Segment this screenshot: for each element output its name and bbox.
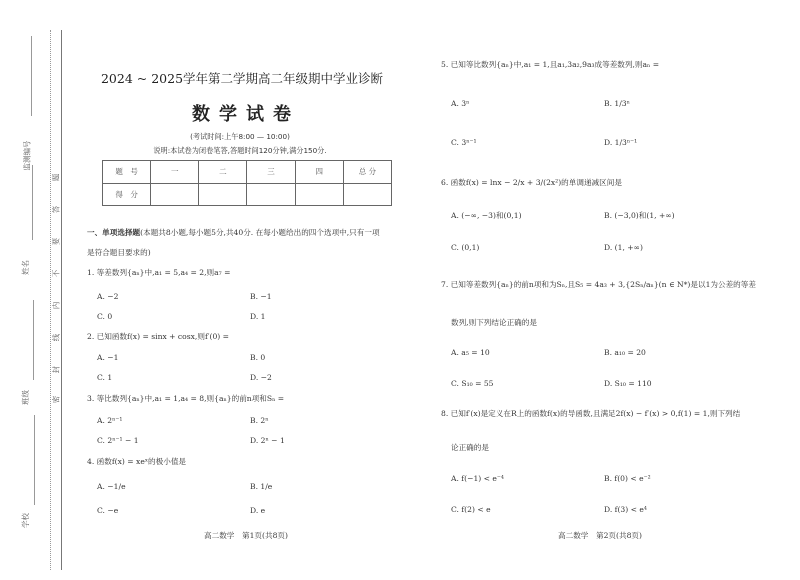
seal-char: 答 — [51, 205, 61, 214]
seal-line — [61, 30, 62, 570]
seal-char: 题 — [51, 173, 61, 182]
question-stem: 5. 已知等比数列{aₙ}中,a₁ = 1,且a₁,3a₂,9a₃成等差数列,则aₙ = — [441, 60, 660, 69]
option-d: D. (1, +∞) — [604, 243, 643, 252]
field-label-class: 班级 — [21, 390, 30, 405]
question-stem-cont: 论正确的是 — [451, 443, 489, 452]
option-a: A. −2 — [97, 292, 119, 301]
question-stem: 8. 已知f′(x)是定义在R上的函数f(x)的导函数,且满足2f(x) − f′(x) > 0,f(1) = 1,则下列结 — [441, 409, 741, 418]
section-desc-cont: 是符合题目要求的) — [87, 248, 151, 257]
score-header-cell: 三 — [247, 161, 295, 184]
option-a: A. −1/e — [97, 482, 126, 491]
option-c: C. 0 — [97, 312, 113, 321]
score-cell — [247, 183, 295, 206]
option-c: C. S₁₀ = 55 — [451, 379, 494, 388]
score-table — [102, 160, 392, 206]
section-desc: (本题共8小题,每小题5分,共40分. 在每小题给出的四个选项中,只有一项 — [140, 228, 380, 237]
option-d: D. 1 — [250, 312, 266, 321]
binding-line-1 — [31, 36, 32, 116]
option-b: B. 1/3ⁿ — [604, 99, 630, 108]
binding-line-2 — [32, 165, 33, 240]
score-table-header — [103, 161, 392, 184]
option-d: D. S₁₀ = 110 — [604, 379, 652, 388]
seal-line-dotted — [50, 30, 51, 570]
question-stem-cont: 数列,则下列结论正确的是 — [451, 318, 537, 327]
option-a: A. 2ⁿ⁻¹ — [97, 416, 123, 425]
option-b: B. f(0) < e⁻² — [604, 474, 651, 483]
option-c: C. 1 — [97, 373, 113, 382]
section-title: 一、单项选择题 — [87, 228, 141, 237]
seal-char: 要 — [51, 237, 61, 246]
score-row-label: 得 分 — [103, 183, 151, 206]
option-d: D. e — [250, 506, 266, 515]
exam-title: 2024 ~ 2025学年第二学期高二年级期中学业诊断 — [100, 71, 384, 86]
seal-char: 内 — [51, 301, 61, 310]
score-cell — [295, 183, 343, 206]
seal-char: 封 — [51, 365, 61, 374]
option-d: D. 2ⁿ − 1 — [250, 436, 285, 445]
option-d: D. 1/3ⁿ⁻¹ — [604, 138, 638, 147]
score-header-cell: 题 号 — [103, 161, 151, 184]
option-a: A. f(−1) < e⁻⁴ — [451, 474, 504, 483]
field-label-name: 姓名 — [21, 260, 30, 275]
option-a: A. (−∞, −3)和(0,1) — [451, 211, 522, 220]
option-a: A. a₅ = 10 — [451, 348, 490, 357]
option-d: D. f(3) < e⁴ — [604, 505, 647, 514]
score-cell — [151, 183, 199, 206]
option-a: A. 3ⁿ — [451, 99, 470, 108]
seal-char: 不 — [51, 269, 61, 278]
question-stem: 6. 函数f(x) = lnx − 2/x + 3/(2x²)的单调递减区间是 — [441, 178, 622, 187]
binding-line-4 — [34, 415, 35, 505]
exam-note: 说明:本试卷为闭卷笔答,答题时间120分钟,满分150分. — [153, 146, 327, 155]
option-c: C. 2ⁿ⁻¹ − 1 — [97, 436, 139, 445]
option-b: B. 2ⁿ — [250, 416, 269, 425]
binding-line-3 — [33, 300, 34, 380]
seal-char: 密 — [51, 395, 61, 404]
question-stem: 4. 函数f(x) = xeˣ的极小值是 — [87, 457, 187, 466]
option-b: B. 1/e — [250, 482, 273, 491]
score-table-row — [103, 183, 392, 206]
question-stem: 1. 等差数列{aₙ}中,a₁ = 5,a₄ = 2,则a₇ = — [87, 268, 231, 277]
score-header-cell: 总 分 — [343, 161, 391, 184]
score-header-cell: 一 — [151, 161, 199, 184]
question-stem: 2. 已知函数f(x) = sinx + cosx,则f′(0) = — [87, 332, 230, 341]
option-b: B. (−3,0)和(1, +∞) — [604, 211, 675, 220]
score-cell — [343, 183, 391, 206]
option-b: B. 0 — [250, 353, 266, 362]
option-b: B. a₁₀ = 20 — [604, 348, 646, 357]
score-cell — [199, 183, 247, 206]
field-label-id: 监测编号 — [22, 140, 32, 171]
question-stem: 3. 等比数列{aₙ}中,a₁ = 1,a₄ = 8,则{aₙ}的前n项和Sₙ = — [87, 394, 285, 403]
option-d: D. −2 — [250, 373, 272, 382]
option-c: C. f(2) < e — [451, 505, 491, 514]
exam-time: (考试时间:上午8:00 — 10:00) — [190, 132, 290, 141]
page-footer: 高二数学 第1页(共8页) — [204, 531, 288, 540]
score-header-cell: 二 — [199, 161, 247, 184]
option-b: B. −1 — [250, 292, 272, 301]
option-a: A. −1 — [97, 353, 119, 362]
section-heading — [87, 228, 380, 238]
option-c: C. 3ⁿ⁻¹ — [451, 138, 477, 147]
option-c: C. (0,1) — [451, 243, 480, 252]
subject-title: 数学试卷 — [192, 104, 300, 125]
question-stem: 7. 已知等差数列{aₙ}的前n项和为Sₙ,且S₅ = 4a₃ + 3,{2Sₙ/aₙ}(n ∈ N*)是以1为公差的等差 — [441, 280, 756, 289]
option-c: C. −e — [97, 506, 119, 515]
score-header-cell: 四 — [295, 161, 343, 184]
field-label-school: 学校 — [21, 513, 30, 528]
seal-char: 线 — [51, 333, 61, 342]
page-footer: 高二数学 第2页(共8页) — [558, 531, 642, 540]
